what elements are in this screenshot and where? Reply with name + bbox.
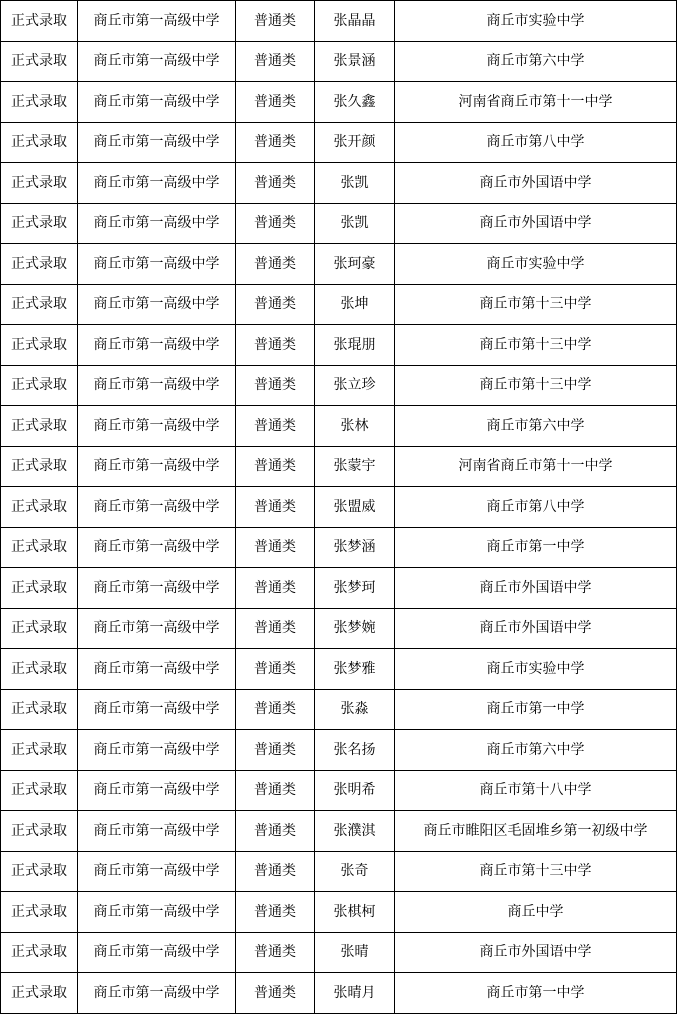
- admission-status-cell: 正式录取: [1, 730, 78, 771]
- admitting-school-cell: 商丘市第一高级中学: [78, 244, 236, 285]
- admission-status-cell: 正式录取: [1, 365, 78, 406]
- student-name-cell: 张开颜: [315, 122, 395, 163]
- admission-status-cell: 正式录取: [1, 406, 78, 447]
- table-row: [1, 892, 677, 933]
- admitting-school-cell: 商丘市第一高级中学: [78, 689, 236, 730]
- admission-status-cell: 正式录取: [1, 770, 78, 811]
- student-name-cell: 张林: [315, 406, 395, 447]
- graduating-school-cell: 商丘市外国语中学: [395, 203, 677, 244]
- admission-type-cell: 普通类: [236, 730, 315, 771]
- graduating-school-cell: 商丘市外国语中学: [395, 932, 677, 973]
- admission-status-cell: 正式录取: [1, 892, 78, 933]
- admission-type-cell: 普通类: [236, 365, 315, 406]
- admission-table-body: [1, 1, 677, 1014]
- table-row: [1, 649, 677, 690]
- graduating-school-cell: 商丘市第八中学: [395, 487, 677, 528]
- admission-type-cell: 普通类: [236, 689, 315, 730]
- admitting-school-cell: 商丘市第一高级中学: [78, 1, 236, 42]
- graduating-school-cell: 商丘市睢阳区毛固堆乡第一初级中学: [395, 811, 677, 852]
- student-name-cell: 张坤: [315, 284, 395, 325]
- admission-type-cell: 普通类: [236, 284, 315, 325]
- table-row: [1, 1, 677, 42]
- table-row: [1, 608, 677, 649]
- admitting-school-cell: 商丘市第一高级中学: [78, 527, 236, 568]
- admission-type-cell: 普通类: [236, 446, 315, 487]
- student-name-cell: 张琨朋: [315, 325, 395, 366]
- admitting-school-cell: 商丘市第一高级中学: [78, 973, 236, 1014]
- graduating-school-cell: 河南省商丘市第十一中学: [395, 82, 677, 123]
- admission-status-cell: 正式录取: [1, 973, 78, 1014]
- admitting-school-cell: 商丘市第一高级中学: [78, 770, 236, 811]
- student-name-cell: 张凯: [315, 163, 395, 204]
- table-row: [1, 82, 677, 123]
- graduating-school-cell: 商丘市实验中学: [395, 244, 677, 285]
- admission-status-cell: 正式录取: [1, 608, 78, 649]
- graduating-school-cell: 商丘市第十八中学: [395, 770, 677, 811]
- admission-type-cell: 普通类: [236, 527, 315, 568]
- graduating-school-cell: 商丘市第六中学: [395, 730, 677, 771]
- table-row: [1, 325, 677, 366]
- table-row: [1, 122, 677, 163]
- graduating-school-cell: 商丘市第八中学: [395, 122, 677, 163]
- graduating-school-cell: 商丘市外国语中学: [395, 163, 677, 204]
- graduating-school-cell: 商丘市第十三中学: [395, 851, 677, 892]
- student-name-cell: 张景涵: [315, 41, 395, 82]
- table-row: [1, 568, 677, 609]
- student-name-cell: 张奇: [315, 851, 395, 892]
- admitting-school-cell: 商丘市第一高级中学: [78, 163, 236, 204]
- admission-type-cell: 普通类: [236, 649, 315, 690]
- admission-status-cell: 正式录取: [1, 487, 78, 528]
- admission-status-cell: 正式录取: [1, 649, 78, 690]
- admission-type-cell: 普通类: [236, 325, 315, 366]
- admitting-school-cell: 商丘市第一高级中学: [78, 811, 236, 852]
- admission-type-cell: 普通类: [236, 973, 315, 1014]
- table-row: [1, 973, 677, 1014]
- admission-status-cell: 正式录取: [1, 122, 78, 163]
- admission-type-cell: 普通类: [236, 122, 315, 163]
- admission-type-cell: 普通类: [236, 811, 315, 852]
- graduating-school-cell: 商丘市第十三中学: [395, 284, 677, 325]
- student-name-cell: 张梦涵: [315, 527, 395, 568]
- admission-type-cell: 普通类: [236, 203, 315, 244]
- graduating-school-cell: 商丘市实验中学: [395, 1, 677, 42]
- admission-status-cell: 正式录取: [1, 1, 78, 42]
- admission-type-cell: 普通类: [236, 608, 315, 649]
- admission-type-cell: 普通类: [236, 244, 315, 285]
- admission-type-cell: 普通类: [236, 770, 315, 811]
- admitting-school-cell: 商丘市第一高级中学: [78, 730, 236, 771]
- table-row: [1, 770, 677, 811]
- graduating-school-cell: 商丘市第一中学: [395, 689, 677, 730]
- table-row: [1, 527, 677, 568]
- admission-status-cell: 正式录取: [1, 689, 78, 730]
- admission-type-cell: 普通类: [236, 163, 315, 204]
- admission-status-cell: 正式录取: [1, 446, 78, 487]
- student-name-cell: 张淼: [315, 689, 395, 730]
- graduating-school-cell: 商丘市外国语中学: [395, 568, 677, 609]
- admitting-school-cell: 商丘市第一高级中学: [78, 892, 236, 933]
- admission-type-cell: 普通类: [236, 932, 315, 973]
- admitting-school-cell: 商丘市第一高级中学: [78, 325, 236, 366]
- graduating-school-cell: 河南省商丘市第十一中学: [395, 446, 677, 487]
- admission-status-cell: 正式录取: [1, 203, 78, 244]
- admission-status-cell: 正式录取: [1, 851, 78, 892]
- admission-status-cell: 正式录取: [1, 244, 78, 285]
- admitting-school-cell: 商丘市第一高级中学: [78, 41, 236, 82]
- table-row: [1, 851, 677, 892]
- student-name-cell: 张立珍: [315, 365, 395, 406]
- admission-status-cell: 正式录取: [1, 284, 78, 325]
- admission-type-cell: 普通类: [236, 1, 315, 42]
- admission-status-cell: 正式录取: [1, 811, 78, 852]
- student-name-cell: 张梦婉: [315, 608, 395, 649]
- student-name-cell: 张蒙宇: [315, 446, 395, 487]
- admitting-school-cell: 商丘市第一高级中学: [78, 932, 236, 973]
- graduating-school-cell: 商丘市第十三中学: [395, 325, 677, 366]
- student-name-cell: 张珂豪: [315, 244, 395, 285]
- graduating-school-cell: 商丘市外国语中学: [395, 608, 677, 649]
- graduating-school-cell: 商丘市第六中学: [395, 41, 677, 82]
- admitting-school-cell: 商丘市第一高级中学: [78, 82, 236, 123]
- table-row: [1, 406, 677, 447]
- student-name-cell: 张盟威: [315, 487, 395, 528]
- admission-status-cell: 正式录取: [1, 163, 78, 204]
- admission-status-cell: 正式录取: [1, 41, 78, 82]
- table-row: [1, 730, 677, 771]
- admission-type-cell: 普通类: [236, 892, 315, 933]
- admitting-school-cell: 商丘市第一高级中学: [78, 851, 236, 892]
- admission-status-cell: 正式录取: [1, 568, 78, 609]
- table-row: [1, 203, 677, 244]
- admitting-school-cell: 商丘市第一高级中学: [78, 284, 236, 325]
- graduating-school-cell: 商丘市第十三中学: [395, 365, 677, 406]
- admission-type-cell: 普通类: [236, 41, 315, 82]
- admitting-school-cell: 商丘市第一高级中学: [78, 365, 236, 406]
- admission-status-cell: 正式录取: [1, 82, 78, 123]
- admission-status-cell: 正式录取: [1, 527, 78, 568]
- admission-status-cell: 正式录取: [1, 325, 78, 366]
- table-row: [1, 487, 677, 528]
- admitting-school-cell: 商丘市第一高级中学: [78, 568, 236, 609]
- student-name-cell: 张梦雅: [315, 649, 395, 690]
- admitting-school-cell: 商丘市第一高级中学: [78, 406, 236, 447]
- admission-type-cell: 普通类: [236, 851, 315, 892]
- table-row: [1, 284, 677, 325]
- table-row: [1, 446, 677, 487]
- table-row: [1, 365, 677, 406]
- graduating-school-cell: 商丘市第一中学: [395, 527, 677, 568]
- graduating-school-cell: 商丘市实验中学: [395, 649, 677, 690]
- student-name-cell: 张明希: [315, 770, 395, 811]
- admission-type-cell: 普通类: [236, 406, 315, 447]
- admission-status-cell: 正式录取: [1, 932, 78, 973]
- admitting-school-cell: 商丘市第一高级中学: [78, 446, 236, 487]
- student-name-cell: 张凯: [315, 203, 395, 244]
- admitting-school-cell: 商丘市第一高级中学: [78, 487, 236, 528]
- student-name-cell: 张名扬: [315, 730, 395, 771]
- table-row: [1, 689, 677, 730]
- student-name-cell: 张梦珂: [315, 568, 395, 609]
- table-row: [1, 811, 677, 852]
- student-name-cell: 张晶晶: [315, 1, 395, 42]
- student-name-cell: 张棋柯: [315, 892, 395, 933]
- admitting-school-cell: 商丘市第一高级中学: [78, 649, 236, 690]
- table-row: [1, 41, 677, 82]
- graduating-school-cell: 商丘市第一中学: [395, 973, 677, 1014]
- admitting-school-cell: 商丘市第一高级中学: [78, 122, 236, 163]
- student-name-cell: 张濮淇: [315, 811, 395, 852]
- table-row: [1, 932, 677, 973]
- admission-type-cell: 普通类: [236, 487, 315, 528]
- student-name-cell: 张久鑫: [315, 82, 395, 123]
- graduating-school-cell: 商丘中学: [395, 892, 677, 933]
- admission-type-cell: 普通类: [236, 568, 315, 609]
- graduating-school-cell: 商丘市第六中学: [395, 406, 677, 447]
- student-name-cell: 张晴: [315, 932, 395, 973]
- student-name-cell: 张晴月: [315, 973, 395, 1014]
- admitting-school-cell: 商丘市第一高级中学: [78, 608, 236, 649]
- admission-type-cell: 普通类: [236, 82, 315, 123]
- table-row: [1, 163, 677, 204]
- table-row: [1, 244, 677, 285]
- admitting-school-cell: 商丘市第一高级中学: [78, 203, 236, 244]
